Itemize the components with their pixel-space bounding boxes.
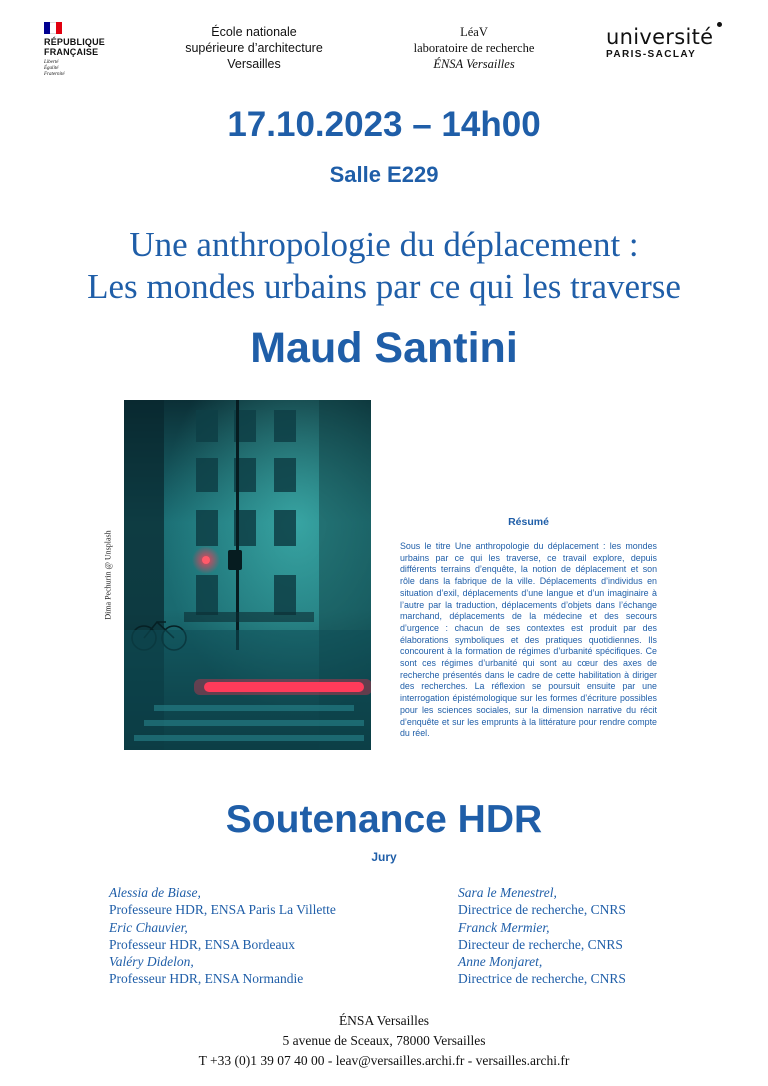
jury-member-role: Professeur HDR, ENSA Normandie <box>109 971 304 987</box>
universite-paris-saclay-logo <box>606 26 730 60</box>
jury-member-name: Alessia de Biase, <box>109 885 201 900</box>
jury-member-role: Directrice de recherche, CNRS <box>458 971 626 987</box>
resume-title: Résumé <box>508 516 549 528</box>
photo-credit: Dima Pechurin @ Unsplash <box>103 530 113 620</box>
leav-line-2: laboratoire de recherche <box>413 41 535 55</box>
jury-member-role: Directrice de recherche, CNRS <box>458 902 626 918</box>
footer-contact-line: T +33 (0)1 39 07 40 00 - leav@versailles.archi.fr - versailles.archi.fr <box>198 1053 570 1068</box>
author-name: Maud Santini <box>250 324 518 372</box>
jury-member-role: Professeure HDR, ENSA Paris La Villette <box>109 902 336 918</box>
event-title <box>0 224 768 308</box>
resume-text: Sous le titre Une anthropologie du déplacement : les mondes urbains par ce qui les traverse, ce travail explore, depuis différents terrains d’enquête, la notion de déplacement et son rôle dans la fabrique de la ville. Déplacements d’individus en situation d’exil, déplacements d’une langue et d’un imaginaire à l’autre par la traduction, déplacements d’objets dans l’échange marchand, déplacements de la médecine et des secours d’urgence : chacun de ses contextes est produit par des élaborations symboliques et des pratiques quotidiennes. Ils concourent à la formation de régimes d’urbanité spécifiques. Ce sont ces régimes d’urbanité qui sont au cœur des axes de recherche présentés dans le cadre de cette habilitation à diriger des recherches. La réflexion se poursuit ensuite par une interrogation épistémologique sur les formes d’écriture possibles pour les sciences sociales, sur la dimension narrative du récit d’enquête et sur les emprunts à la littérature pour rendre compte du réel. <box>400 541 657 739</box>
ensa-line-1: École nationale <box>211 25 297 39</box>
republique-francaise-logo <box>44 22 124 78</box>
jury-member-name: Franck Mermier, <box>458 919 550 935</box>
jury-member-role: Directeur de recherche, CNRS <box>458 936 623 952</box>
ups-dot-icon <box>717 22 722 27</box>
title-line-2: Les mondes urbains par ce qui les traverse <box>87 267 681 306</box>
ups-wordmark-top: université <box>606 26 730 48</box>
jury-column-right <box>458 884 758 988</box>
jury-member-name: Valéry Didelon, <box>109 954 194 970</box>
jury-member-name: Anne Monjaret, <box>458 954 543 970</box>
marianne-flag-icon <box>44 22 62 34</box>
footer-institution: ÉNSA Versailles <box>338 1013 430 1028</box>
street-photo <box>124 400 371 750</box>
event-date: 17.10.2023 – 14h00 <box>227 105 541 144</box>
title-line-1: Une anthropologie du déplacement : <box>129 225 639 264</box>
soutenance-title: Soutenance HDR <box>225 798 543 841</box>
rf-motto: Liberté Égalité Fraternité <box>44 60 65 77</box>
event-room: Salle E229 <box>329 162 439 187</box>
jury-column-left <box>109 884 409 988</box>
ups-wordmark-bottom: PARIS-SACLAY <box>606 49 697 60</box>
leav-line-3: ÉNSA Versailles <box>433 57 515 71</box>
footer-address: 5 avenue de Sceaux, 78000 Versailles <box>282 1033 486 1048</box>
jury-member-name: Sara le Menestrel, <box>458 885 557 900</box>
header-logos <box>0 20 768 80</box>
footer-contact <box>0 1011 768 1071</box>
ensa-versailles-logo <box>168 24 340 72</box>
leav-logo <box>388 24 560 72</box>
jury-member-role: Professeur HDR, ENSA Bordeaux <box>109 936 295 952</box>
rf-name: RÉPUBLIQUE FRANÇAISE <box>44 37 106 57</box>
leav-line-1: LéaV <box>460 25 488 39</box>
ensa-line-3: Versailles <box>227 57 281 71</box>
ensa-line-2: supérieure d’architecture <box>185 41 323 55</box>
jury-label: Jury <box>371 850 397 864</box>
jury-member-name: Eric Chauvier, <box>109 919 188 935</box>
